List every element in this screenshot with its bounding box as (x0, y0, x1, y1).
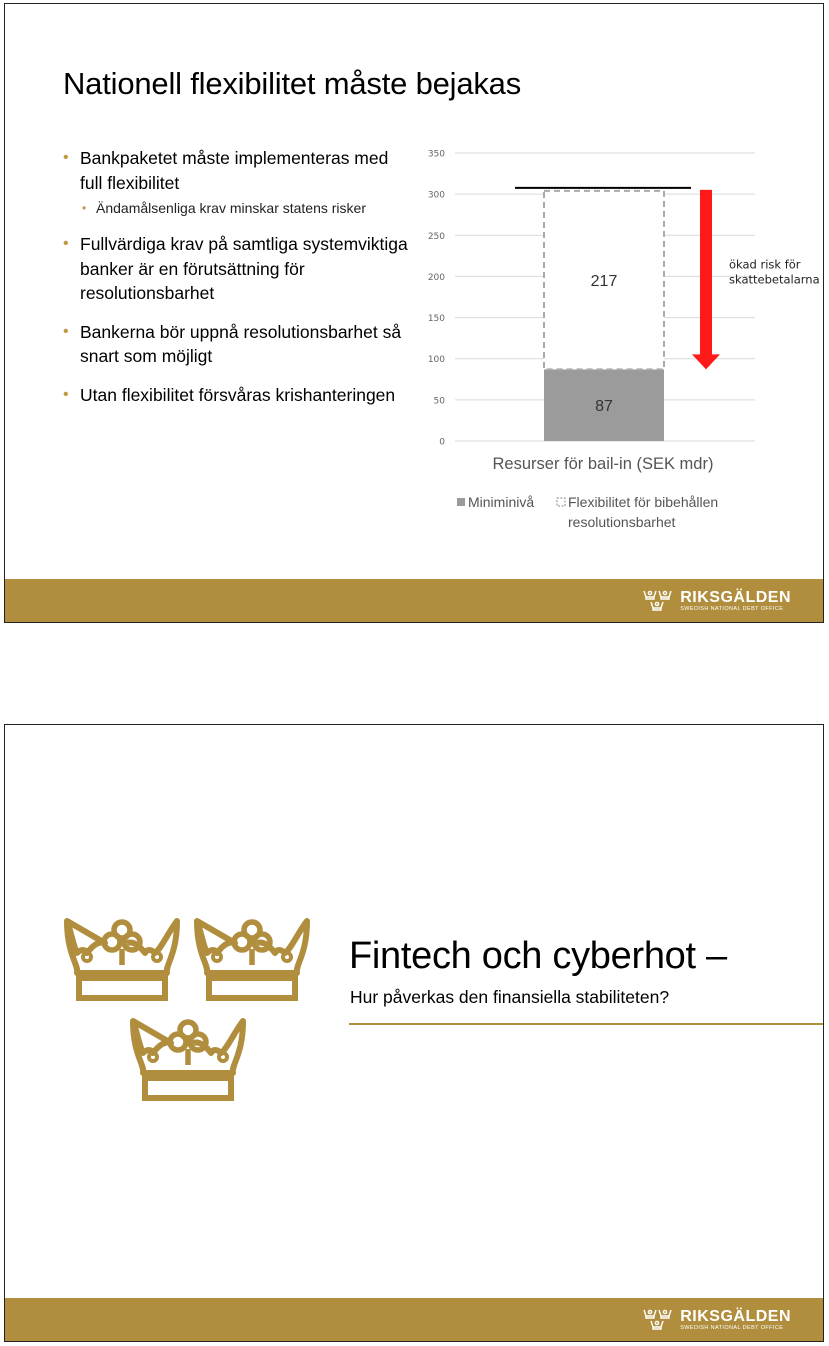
crowns-icon (642, 589, 674, 613)
chart-legend (457, 494, 718, 530)
y-tick-label: 200 (427, 272, 445, 283)
bullet-item: • Fullvärdiga krav på samtliga systemviktiga banker är en förutsättning för resolutionsbarhet (61, 232, 411, 306)
y-tick-label: 150 (427, 314, 445, 325)
crowns-icon (642, 1308, 674, 1332)
annotation-line-1: ökad risk för (729, 257, 801, 272)
legend-swatch-dashed (557, 498, 565, 506)
bail-in-chart (5, 4, 823, 579)
title-divider (349, 1023, 824, 1025)
y-tick-label: 100 (427, 355, 445, 366)
three-crowns-icon (61, 911, 321, 1111)
bullet-item: • Bankerna bör uppnå resolutionsbarhet så snart som möjligt (61, 320, 411, 369)
y-tick-label: 50 (433, 396, 445, 407)
section-title: Fintech och cyberhot – (349, 935, 727, 977)
slide-2 (4, 724, 824, 1342)
bullet-item: • Bankpaketet måste implementeras med full flexibilitet (61, 146, 411, 195)
brand-name: RIKSGÄLDEN (680, 588, 791, 606)
sub-bullet-item: • Ändamålsenliga krav minskar statens risker (61, 199, 411, 218)
slide-footer (5, 1298, 823, 1341)
riksgalden-logo (642, 587, 791, 615)
brand-name: RIKSGÄLDEN (680, 1307, 791, 1325)
slide-footer (5, 579, 823, 622)
slide-1 (4, 3, 824, 623)
brand-tagline: SWEDISH NATIONAL DEBT OFFICE (680, 605, 784, 612)
y-tick-label: 350 (427, 149, 445, 160)
down-arrow-icon (692, 190, 720, 370)
x-axis-label: Resurser för bail-in (SEK mdr) (492, 455, 714, 473)
bullet-item: • Utan flexibilitet försvåras krishanteringen (61, 383, 411, 408)
section-subtitle: Hur påverkas den finansiella stabiliteten? (350, 987, 670, 1007)
y-tick-label: 300 (427, 190, 445, 201)
slide-title: Nationell flexibilitet måste bejakas (63, 66, 522, 101)
bar-data-label: 217 (590, 273, 618, 291)
legend-label-cont: resolutionsbarhet (568, 514, 676, 530)
y-tick-label: 0 (439, 437, 445, 448)
brand-tagline: SWEDISH NATIONAL DEBT OFFICE (680, 1324, 784, 1331)
legend-swatch-solid (457, 498, 465, 506)
bar-data-label: 87 (595, 398, 613, 416)
legend-label: Miniminivå (468, 494, 535, 510)
y-tick-label: 250 (427, 231, 445, 242)
annotation-line-2: skattebetalarna (729, 272, 820, 287)
y-axis-ticks (428, 150, 445, 448)
riksgalden-logo (642, 1306, 791, 1334)
legend-label: Flexibilitet för bibehållen (568, 494, 719, 510)
